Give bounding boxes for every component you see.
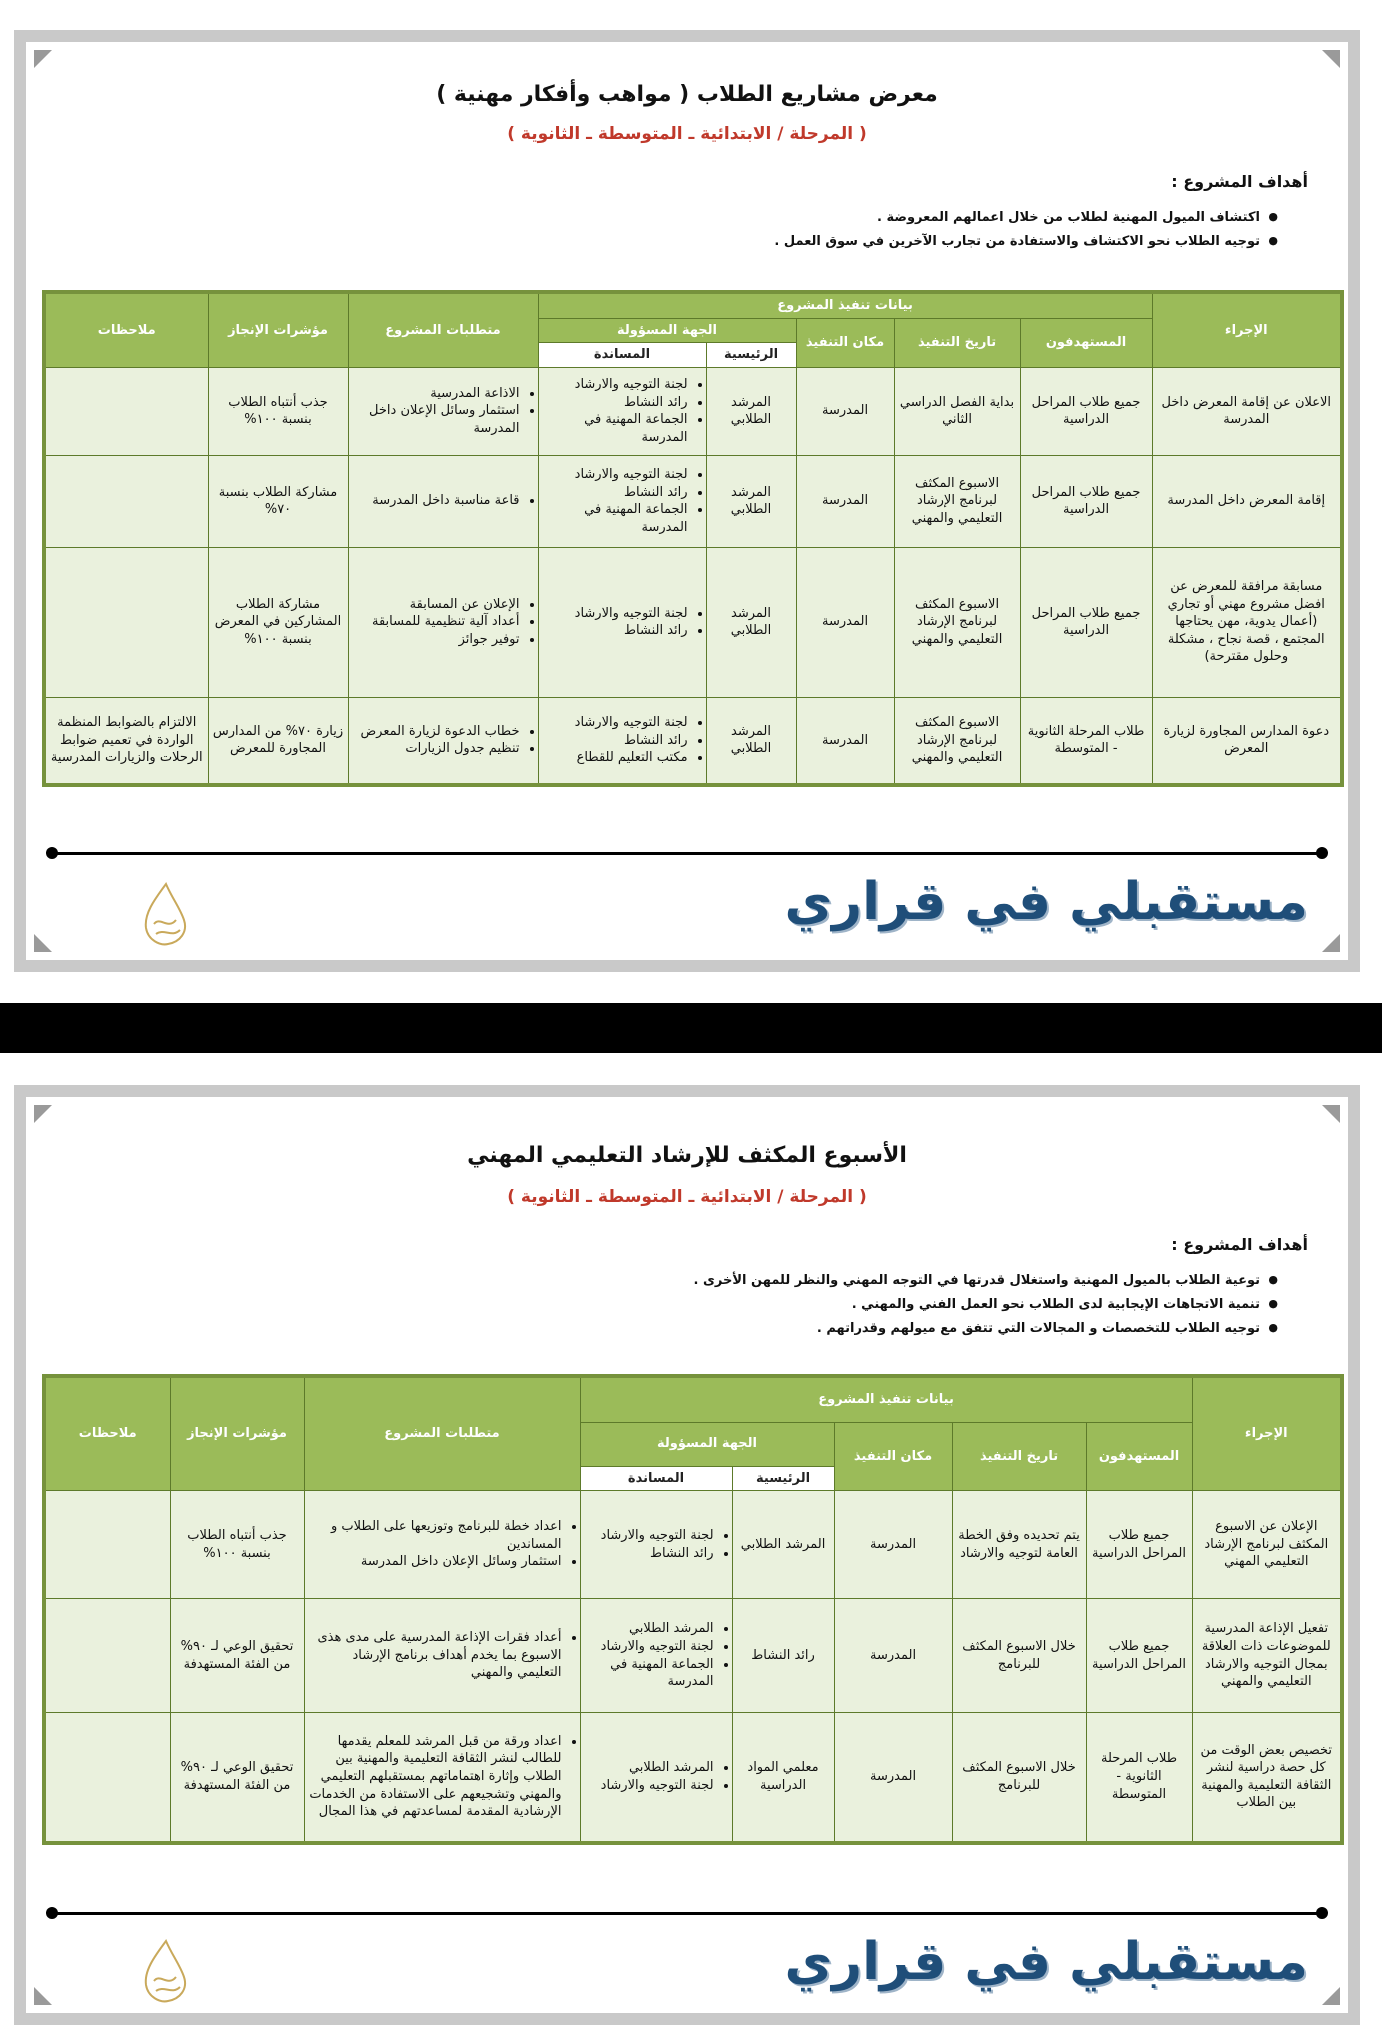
cell-requirements	[304, 1713, 580, 1843]
cell-indicators: مشاركة الطلاب بنسبة ٧٠%	[208, 455, 348, 547]
header-date: تاريخ التنفيذ	[894, 318, 1020, 367]
cell-indicators: جذب أنتباه الطلاب بنسبة ١٠٠%	[170, 1491, 304, 1599]
list-item: • الجماعة المهنية في المدرسة	[543, 501, 688, 536]
page-subtitle: ( المرحلة / الابتدائية ـ المتوسطة ـ الثانوية )	[507, 1187, 867, 1207]
table-row	[44, 1713, 1342, 1843]
header-responsible: الجهة المسؤولة	[580, 1422, 834, 1466]
cell-notes	[44, 547, 208, 697]
cell-support	[580, 1713, 732, 1843]
list-item: • لجنة التوجيه والارشاد	[585, 1777, 714, 1795]
cell-support	[538, 367, 706, 455]
cell-procedure: تخصيص بعض الوقت من كل حصة دراسية لنشر الثقافة التعليمية والمهنية بين الطلاب	[1192, 1713, 1342, 1843]
header-support: المساندة	[580, 1466, 732, 1491]
cell-main: المرشد الطلابي	[706, 455, 796, 547]
header-notes: ملاحظات	[44, 292, 208, 367]
header-responsible: الجهة المسؤولة	[538, 318, 796, 343]
cell-place: المدرسة	[796, 455, 894, 547]
table-row	[44, 367, 1342, 455]
brand-logo-text: مستقبلي في قراري	[784, 872, 1308, 932]
cell-requirements	[348, 697, 538, 785]
header-main: الرئيسية	[706, 343, 796, 368]
cell-notes	[44, 367, 208, 455]
goals-heading: أهداف المشروع :	[1171, 1235, 1308, 1254]
cell-place: المدرسة	[834, 1491, 952, 1599]
list-item: • استثمار وسائل الإعلان داخل المدرسة	[309, 1553, 562, 1571]
page-title: معرض مشاريع الطلاب ( مواهب وأفكار مهنية )	[436, 82, 938, 107]
list-item: • خطاب الدعوة لزيارة المعرض	[353, 723, 520, 741]
page-separator-band	[0, 1003, 1382, 1053]
cell-notes	[44, 1713, 170, 1843]
cell-indicators: جذب أنتباه الطلاب بنسبة ١٠٠%	[208, 367, 348, 455]
goals-list	[694, 1273, 1278, 1345]
document-page-2	[14, 1085, 1360, 2025]
cell-place: المدرسة	[834, 1713, 952, 1843]
cell-requirements	[304, 1491, 580, 1599]
page-subtitle: ( المرحلة / الابتدائية ـ المتوسطة ـ الثانوية )	[507, 124, 867, 144]
header-main: الرئيسية	[732, 1466, 834, 1491]
list-item: • تنظيم جدول الزيارات	[353, 740, 520, 758]
page-title: الأسبوع المكثف للإرشاد التعليمي المهني	[467, 1143, 907, 1168]
list-item: • لجنة التوجيه والارشاد	[543, 466, 688, 484]
corner-mark	[1322, 1105, 1340, 1123]
cell-date: خلال الاسبوع المكثف للبرنامج	[952, 1713, 1086, 1843]
cell-procedure: الإعلان عن الاسبوع المكثف لبرنامج الإرشاد التعليمي المهني	[1192, 1491, 1342, 1599]
cell-date: الاسبوع المكثف لبرنامج الإرشاد التعليمي والمهني	[894, 547, 1020, 697]
cell-indicators: مشاركة الطلاب المشاركين في المعرض بنسبة ١٠٠%	[208, 547, 348, 697]
cell-procedure: الاعلان عن إقامة المعرض داخل المدرسة	[1152, 367, 1342, 455]
header-target: المستهدفون	[1086, 1422, 1192, 1491]
cell-support	[538, 455, 706, 547]
header-notes: ملاحظات	[44, 1376, 170, 1491]
table-row	[44, 455, 1342, 547]
list-item: • لجنة التوجيه والارشاد	[585, 1527, 714, 1545]
list-item: • مكتب التعليم للقطاع	[543, 749, 688, 767]
list-item: • لجنة التوجيه والارشاد	[543, 376, 688, 394]
list-item: • المرشد الطلابي	[585, 1620, 714, 1638]
table-row	[44, 697, 1342, 785]
list-item: • الجماعة المهنية في المدرسة	[543, 411, 688, 446]
list-item: • أعداد فقرات الإذاعة المدرسية على مدى هذى الاسبوع بما يخدم أهداف برنامج الإرشاد التعليمي والمهني	[309, 1629, 562, 1682]
header-target: المستهدفون	[1020, 318, 1152, 367]
corner-mark	[34, 50, 52, 68]
corner-mark	[1322, 1987, 1340, 2005]
project-table	[42, 290, 1344, 787]
table-row	[44, 547, 1342, 697]
list-item: • أعداد آلية تنظيمية للمسابقة	[353, 613, 520, 631]
table-row	[44, 1599, 1342, 1713]
cell-notes	[44, 1599, 170, 1713]
goal-item: ● اكتشاف الميول المهنية لطلاب من خلال اعمالهم المعروضة .	[774, 210, 1278, 225]
cell-notes	[44, 1491, 170, 1599]
corner-mark	[34, 934, 52, 952]
brand-logo-text: مستقبلي في قراري	[784, 1932, 1308, 1992]
cell-procedure: تفعيل الإذاعة المدرسية للموضوعات ذات العلاقة بمجال التوجيه والارشاد التعليمي والمهني	[1192, 1599, 1342, 1713]
list-item: • رائد النشاط	[543, 622, 688, 640]
cell-target: طلاب المرحلة الثانوية - المتوسطة	[1020, 697, 1152, 785]
project-table	[42, 1374, 1344, 1845]
cell-place: المدرسة	[796, 367, 894, 455]
corner-mark	[34, 1105, 52, 1123]
cell-target: جميع طلاب المراحل الدراسية	[1020, 455, 1152, 547]
footer-divider	[50, 1912, 1324, 1915]
cell-target: جميع طلاب المراحل الدراسية	[1020, 367, 1152, 455]
cell-place: المدرسة	[834, 1599, 952, 1713]
header-procedure: الإجراء	[1152, 292, 1342, 367]
list-item: • قاعة مناسبة داخل المدرسة	[353, 492, 520, 510]
goal-item: ● توجيه الطلاب للتخصصات و المجالات التي تتفق مع ميولهم وقدراتهم .	[694, 1321, 1278, 1336]
cell-requirements	[348, 367, 538, 455]
cell-date: الاسبوع المكثف لبرنامج الإرشاد التعليمي والمهني	[894, 697, 1020, 785]
goals-heading: أهداف المشروع :	[1171, 172, 1308, 191]
corner-mark	[1322, 934, 1340, 952]
list-item: • الجماعة المهنية في المدرسة	[585, 1656, 714, 1691]
cell-date: بداية الفصل الدراسي الثاني	[894, 367, 1020, 455]
cell-procedure: إقامة المعرض داخل المدرسة	[1152, 455, 1342, 547]
cell-requirements	[348, 455, 538, 547]
goals-list	[774, 210, 1278, 258]
cell-indicators: تحقيق الوعي لـ ٩٠% من الفئة المستهدفة	[170, 1713, 304, 1843]
header-date: تاريخ التنفيذ	[952, 1422, 1086, 1491]
list-item: • الإعلان عن المسابقة	[353, 596, 520, 614]
cell-target: جميع طلاب المراحل الدراسية	[1086, 1599, 1192, 1713]
header-indicators: مؤشرات الإنجاز	[170, 1376, 304, 1491]
header-place: مكان التنفيذ	[796, 318, 894, 367]
corner-mark	[34, 1987, 52, 2005]
list-item: • لجنة التوجيه والارشاد	[543, 605, 688, 623]
cell-main: معلمي المواد الدراسية	[732, 1713, 834, 1843]
cell-requirements	[304, 1599, 580, 1713]
list-item: • رائد النشاط	[543, 484, 688, 502]
header-implementation-data: بيانات تنفيذ المشروع	[538, 292, 1152, 318]
list-item: • لجنة التوجيه والارشاد	[543, 714, 688, 732]
list-item: • رائد النشاط	[543, 732, 688, 750]
cell-place: المدرسة	[796, 697, 894, 785]
cell-indicators: زيارة ٧٠% من المدارس المجاورة للمعرض	[208, 697, 348, 785]
list-item: • لجنة التوجيه والارشاد	[585, 1638, 714, 1656]
cell-notes	[44, 455, 208, 547]
cell-target: جميع طلاب المراحل الدراسية	[1020, 547, 1152, 697]
header-requirements: متطلبات المشروع	[304, 1376, 580, 1491]
header-requirements: متطلبات المشروع	[348, 292, 538, 367]
cell-notes: الالتزام بالضوابط المنظمة الواردة في تعميم ضوابط الرحلات والزيارات المدرسية	[44, 697, 208, 785]
cell-support	[538, 547, 706, 697]
list-item: • رائد النشاط	[543, 394, 688, 412]
header-procedure: الإجراء	[1192, 1376, 1342, 1491]
list-item: • المرشد الطلابي	[585, 1759, 714, 1777]
header-support: المساندة	[538, 343, 706, 368]
cell-procedure: مسابقة مرافقة للمعرض عن افضل مشروع مهني أو تجاري (أعمال يدوية، مهن يحتاجها المجتمع ، قصة نجاح ، مشكلة وحلول مقترحة)	[1152, 547, 1342, 697]
cell-main: رائد النشاط	[732, 1599, 834, 1713]
list-item: • الاذاعة المدرسية	[353, 385, 520, 403]
list-item: • توفير جوائز	[353, 631, 520, 649]
document-page-1	[14, 30, 1360, 972]
cell-date: خلال الاسبوع المكثف للبرنامج	[952, 1599, 1086, 1713]
cell-date: الاسبوع المكثف لبرنامج الإرشاد التعليمي والمهني	[894, 455, 1020, 547]
cell-main: المرشد الطلابي	[732, 1491, 834, 1599]
cell-indicators: تحقيق الوعي لـ ٩٠% من الفئة المستهدفة	[170, 1599, 304, 1713]
list-item: • اعداد ورقة من قبل المرشد للمعلم يقدمها للطالب لنشر الثقافة التعليمية والمهنية بين الطلاب وإثارة اهتماماتهم بمستقبلهم التعليمي والمهني وتشجيعهم على الاستفادة من الخدمات الإرشادية المقدمة لمساعدتهم في هذا المجال	[309, 1733, 562, 1821]
cell-requirements	[348, 547, 538, 697]
cell-target: طلاب المرحلة الثانوية - المتوسطة	[1086, 1713, 1192, 1843]
cell-place: المدرسة	[796, 547, 894, 697]
cell-procedure: دعوة المدارس المجاورة لزيارة المعرض	[1152, 697, 1342, 785]
header-place: مكان التنفيذ	[834, 1422, 952, 1491]
list-item: • رائد النشاط	[585, 1545, 714, 1563]
footer-divider	[50, 852, 1324, 855]
cell-main: المرشد الطلابي	[706, 367, 796, 455]
cell-date: يتم تحديده وفق الخطة العامة لتوجيه والارشاد	[952, 1491, 1086, 1599]
list-item: • استثمار وسائل الإعلان داخل المدرسة	[353, 402, 520, 437]
cell-target: جميع طلاب المراحل الدراسية	[1086, 1491, 1192, 1599]
goal-item: ● توعية الطلاب بالميول المهنية واستغلال قدرتها في التوجه المهني والنظر للمهن الأخرى .	[694, 1273, 1278, 1288]
header-implementation-data: بيانات تنفيذ المشروع	[580, 1376, 1192, 1422]
header-indicators: مؤشرات الإنجاز	[208, 292, 348, 367]
calligraphy-logo-icon	[136, 1937, 196, 2007]
cell-main: المرشد الطلابي	[706, 547, 796, 697]
corner-mark	[1322, 50, 1340, 68]
goal-item: ● توجيه الطلاب نحو الاكتشاف والاستفادة من تجارب الآخرين في سوق العمل .	[774, 234, 1278, 249]
cell-support	[580, 1599, 732, 1713]
cell-support	[580, 1491, 732, 1599]
table-row	[44, 1491, 1342, 1599]
calligraphy-logo-icon	[136, 880, 196, 950]
cell-support	[538, 697, 706, 785]
cell-main: المرشد الطلابي	[706, 697, 796, 785]
goal-item: ● تنمية الاتجاهات الإيجابية لدى الطلاب نحو العمل الفني والمهني .	[694, 1297, 1278, 1312]
list-item: • اعداد خطة للبرنامج وتوزيعها على الطلاب و المساندين	[309, 1518, 562, 1553]
